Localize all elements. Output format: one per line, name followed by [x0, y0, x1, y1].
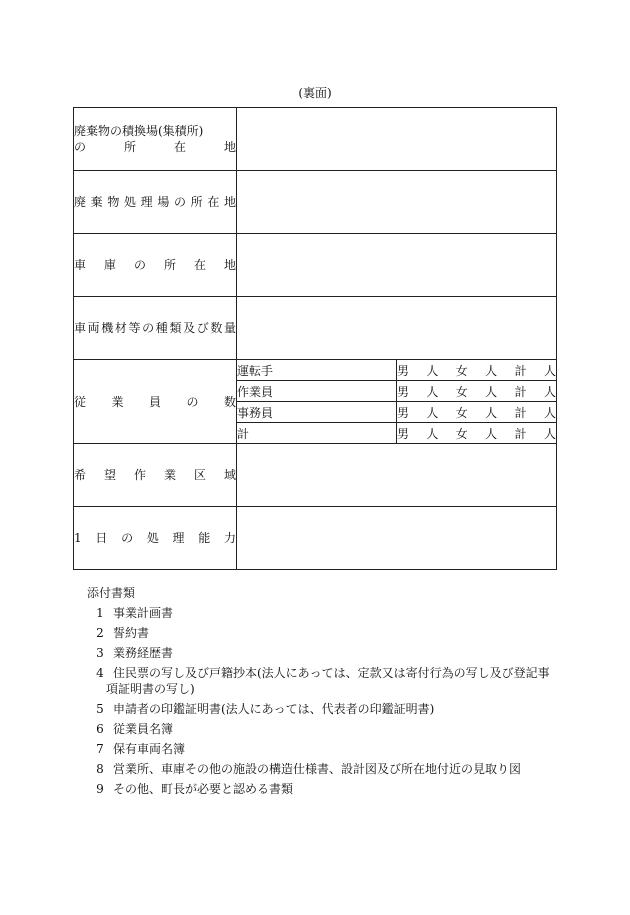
label-male: 男 [397, 363, 410, 378]
label-storage-location-line1: 廃棄物の積換場(集積所) [74, 124, 204, 138]
attachment-item [87, 625, 567, 641]
attachment-text: 従業員名簿 [113, 722, 174, 736]
employee-role-worker: 作業員 [237, 381, 397, 402]
label-daily-capacity-cell [74, 507, 237, 570]
label-total: 計 [514, 363, 527, 378]
attachment-number: 8 [96, 762, 104, 776]
row-vehicles [74, 297, 557, 360]
label-work-area: 希望作業区域 [74, 468, 236, 482]
employee-role-driver: 運転手 [237, 360, 397, 381]
attachment-number: 9 [96, 782, 104, 796]
field-garage[interactable] [237, 234, 557, 297]
label-garage-cell [74, 234, 237, 297]
attachment-number: 4 [96, 666, 104, 680]
label-employees-cell [74, 360, 237, 444]
attachment-item [87, 761, 567, 777]
row-employees-driver [74, 360, 557, 381]
field-storage-location[interactable] [237, 108, 557, 171]
row-storage-location [74, 108, 557, 171]
attachment-text: 業務経歴書 [113, 646, 174, 660]
label-female: 女 [455, 384, 468, 399]
label-person: 人 [426, 363, 439, 378]
attachment-text: 保有車両名簿 [113, 742, 186, 756]
label-female: 女 [455, 426, 468, 441]
label-total: 計 [514, 384, 527, 399]
label-male: 男 [397, 426, 410, 441]
label-female: 女 [455, 405, 468, 420]
application-form-table [73, 107, 557, 570]
attachment-item [87, 605, 567, 621]
label-vehicles: 車両機材等の種類及び数量 [74, 321, 236, 335]
attachment-text: その他、町長が必要と認める書類 [113, 782, 294, 796]
attachment-item [87, 781, 567, 797]
attachment-item [87, 741, 567, 757]
field-disposal-site[interactable] [237, 171, 557, 234]
label-person: 人 [485, 384, 498, 399]
label-disposal-site-cell [74, 171, 237, 234]
row-work-area [74, 444, 557, 507]
label-person: 人 [485, 426, 498, 441]
label-total: 計 [514, 405, 527, 420]
label-employees: 従業員の数 [74, 394, 236, 409]
label-person: 人 [543, 384, 556, 399]
employee-counts-worker[interactable] [397, 381, 557, 402]
field-daily-capacity[interactable] [237, 507, 557, 570]
field-work-area[interactable] [237, 444, 557, 507]
attachment-text: 誓約書 [113, 626, 150, 640]
employee-role-total: 計 [237, 423, 397, 444]
label-person: 人 [543, 363, 556, 378]
attachment-text: 営業所、車庫その他の施設の構造仕様書、設計図及び所在地付近の見取り図 [113, 762, 522, 776]
label-person: 人 [485, 363, 498, 378]
page-title: (裏面) [298, 86, 332, 100]
label-total: 計 [514, 426, 527, 441]
label-storage-location [74, 108, 237, 171]
attachments-section [87, 584, 567, 801]
attachment-item [87, 665, 567, 681]
attachment-number: 5 [96, 702, 104, 716]
label-daily-capacity: 1日の処理能力 [74, 531, 236, 545]
attachment-number: 1 [96, 606, 104, 620]
attachment-item [87, 701, 567, 717]
attachment-item [87, 645, 567, 661]
row-disposal-site [74, 171, 557, 234]
label-female: 女 [455, 363, 468, 378]
label-vehicles-cell [74, 297, 237, 360]
label-disposal-site: 廃棄物処理場の所在地 [74, 195, 236, 209]
field-vehicles[interactable] [237, 297, 557, 360]
attachment-number: 2 [96, 626, 104, 640]
attachment-text-continued: 項証明書の写し) [106, 682, 195, 696]
attachment-item [87, 721, 567, 737]
label-person: 人 [426, 405, 439, 420]
employee-counts-driver[interactable] [397, 360, 557, 381]
label-male: 男 [397, 405, 410, 420]
label-garage: 車庫の所在地 [74, 258, 236, 272]
attachment-text: 住民票の写し及び戸籍抄本(法人にあっては、定款又は寄付行為の写し及び登記事 [113, 666, 550, 680]
label-work-area-cell [74, 444, 237, 507]
row-garage [74, 234, 557, 297]
attachment-number: 6 [96, 722, 104, 736]
label-person: 人 [543, 426, 556, 441]
label-person: 人 [485, 405, 498, 420]
label-person: 人 [426, 384, 439, 399]
label-person: 人 [426, 426, 439, 441]
attachment-number: 3 [96, 646, 104, 660]
row-daily-capacity [74, 507, 557, 570]
label-male: 男 [397, 384, 410, 399]
label-storage-location-line2: の 所 在 地 [74, 140, 236, 154]
employee-counts-total[interactable] [397, 423, 557, 444]
attachment-text: 申請者の印鑑証明書(法人にあっては、代表者の印鑑証明書) [113, 702, 435, 716]
employee-counts-office[interactable] [397, 402, 557, 423]
attachment-number: 7 [96, 742, 104, 756]
attachments-heading: 添付書類 [87, 586, 136, 600]
employee-role-office: 事務員 [237, 402, 397, 423]
attachment-text: 事業計画書 [113, 606, 174, 620]
label-person: 人 [543, 405, 556, 420]
